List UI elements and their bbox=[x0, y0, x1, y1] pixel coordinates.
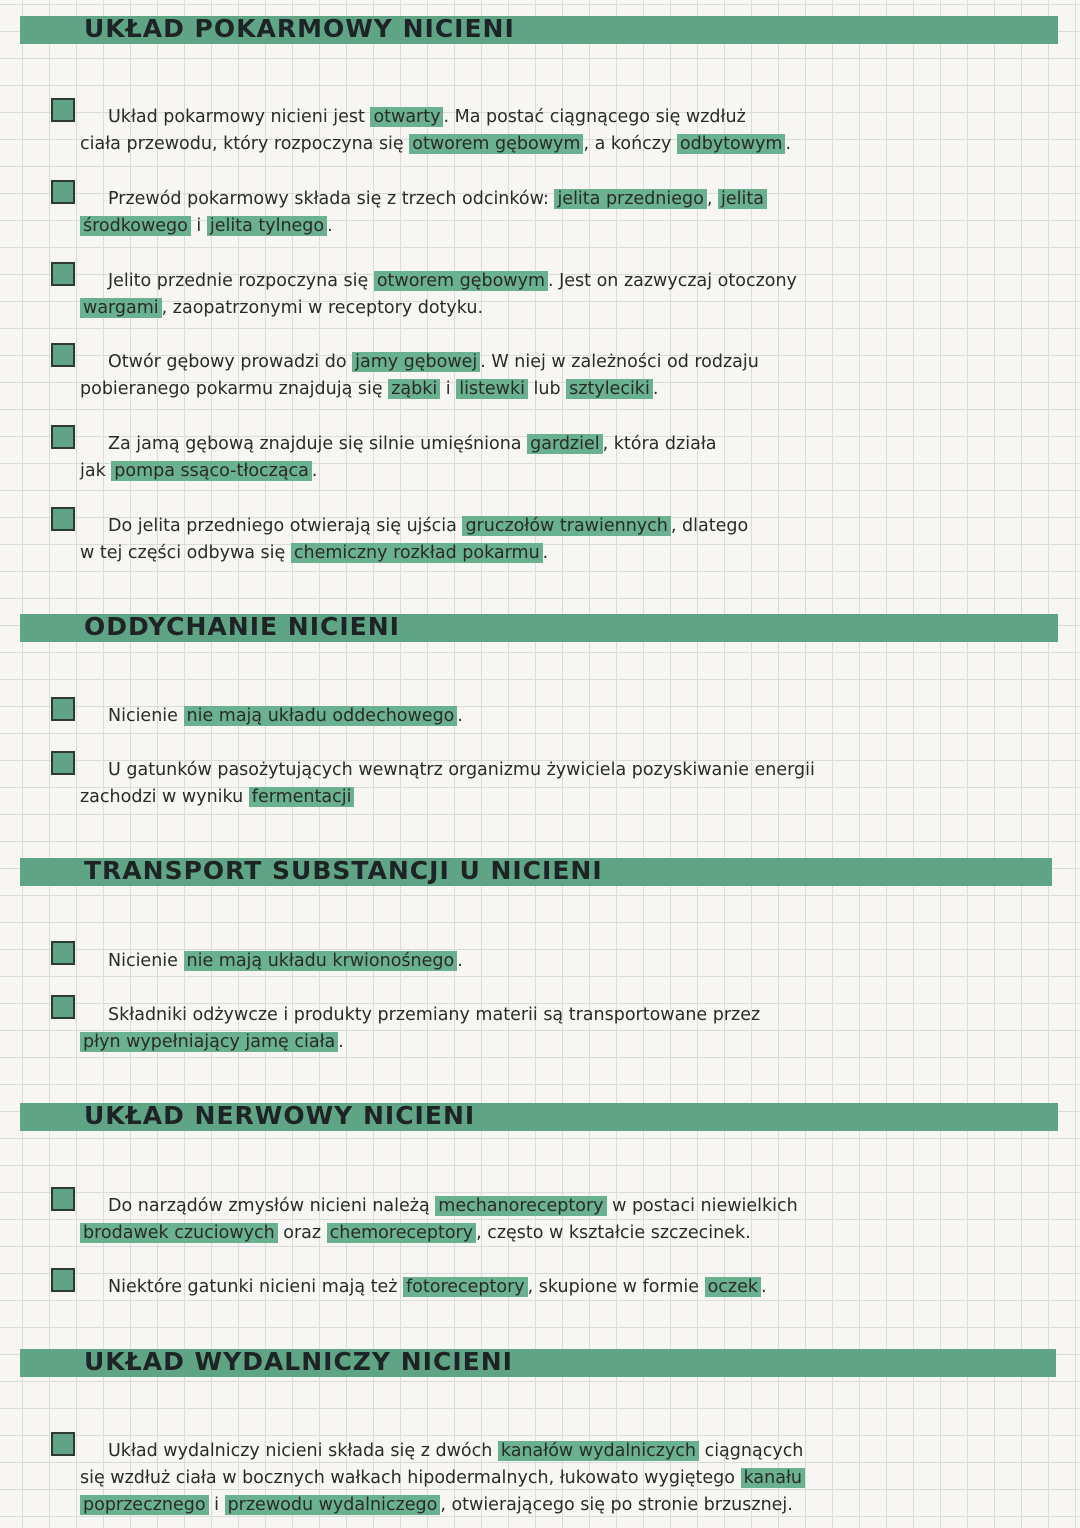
text: Przewód pokarmowy składa się z trzech odcinków: bbox=[108, 189, 555, 209]
highlighted-term: jelita przedniego bbox=[554, 189, 706, 209]
checkbox[interactable] bbox=[51, 751, 75, 775]
highlighted-term: chemiczny rozkład pokarmu bbox=[291, 543, 543, 563]
section-header-excretory bbox=[20, 1349, 1056, 1377]
text: zachodzi w wyniku bbox=[80, 787, 249, 807]
text: i bbox=[190, 216, 207, 236]
highlighted-term: gardziel bbox=[527, 434, 603, 454]
highlighted-term: jelita bbox=[718, 189, 767, 209]
paragraph-line bbox=[80, 784, 1000, 811]
checkbox[interactable] bbox=[51, 1432, 75, 1456]
paragraph-line bbox=[80, 1492, 1000, 1519]
text: Nicienie bbox=[108, 706, 184, 726]
text: w postaci niewielkich bbox=[606, 1196, 798, 1216]
paragraph bbox=[80, 1274, 1000, 1301]
highlighted-term: ząbki bbox=[388, 379, 440, 399]
text: . bbox=[760, 1277, 767, 1297]
text: i bbox=[208, 1495, 225, 1515]
paragraph-line bbox=[80, 1193, 1000, 1220]
section-title: ODDYCHANIE NICIENI bbox=[84, 612, 400, 641]
highlighted-term: gruczołów trawiennych bbox=[462, 516, 670, 536]
paragraph-line bbox=[80, 540, 1000, 567]
text: , bbox=[706, 189, 718, 209]
text: oraz bbox=[277, 1223, 327, 1243]
paragraph-line bbox=[80, 268, 1000, 295]
text: . Jest on zazwyczaj otoczony bbox=[548, 271, 797, 291]
highlighted-term: brodawek czuciowych bbox=[80, 1223, 278, 1243]
text: . bbox=[311, 461, 318, 481]
text: Składniki odżywcze i produkty przemiany materii są transportowane przez bbox=[108, 1005, 761, 1025]
paragraph-line bbox=[80, 104, 1000, 131]
highlighted-term: otwarty bbox=[370, 107, 443, 127]
paragraph bbox=[80, 513, 1000, 567]
text: Do jelita przedniego otwierają się ujścia bbox=[108, 516, 463, 536]
text: . bbox=[457, 951, 463, 971]
text: , zaopatrzonymi w receptory dotyku. bbox=[161, 298, 484, 318]
highlighted-term: sztyleciki bbox=[566, 379, 653, 399]
text: Układ pokarmowy nicieni jest bbox=[108, 107, 371, 127]
text: , która działa bbox=[602, 434, 717, 454]
section-header-digestive bbox=[20, 16, 1058, 44]
paragraph bbox=[80, 268, 1000, 322]
checkbox[interactable] bbox=[51, 697, 75, 721]
text: Niektóre gatunki nicieni mają też bbox=[108, 1277, 404, 1297]
checkbox[interactable] bbox=[51, 425, 75, 449]
paragraph-line bbox=[80, 376, 1000, 403]
section-title: UKŁAD NERWOWY NICIENI bbox=[84, 1101, 476, 1130]
section-title: TRANSPORT SUBSTANCJI U NICIENI bbox=[84, 856, 603, 885]
paragraph-line bbox=[80, 757, 1000, 784]
paragraph-line bbox=[80, 1438, 1000, 1465]
paragraph-line bbox=[80, 349, 1000, 376]
highlighted-term: wargami bbox=[80, 298, 162, 318]
highlighted-term: nie mają układu krwionośnego bbox=[184, 951, 458, 971]
paragraph-line bbox=[80, 948, 1000, 975]
section-title: UKŁAD POKARMOWY NICIENI bbox=[84, 14, 515, 43]
paragraph bbox=[80, 431, 1000, 485]
paragraph bbox=[80, 948, 1000, 975]
checkbox[interactable] bbox=[51, 995, 75, 1019]
text: Do narządów zmysłów nicieni należą bbox=[108, 1196, 436, 1216]
paragraph bbox=[80, 757, 1000, 811]
paragraph-line bbox=[80, 431, 1000, 458]
highlighted-term: otworem gębowym bbox=[374, 271, 548, 291]
highlighted-term: kanałów wydalniczych bbox=[498, 1441, 699, 1461]
text: i bbox=[440, 379, 457, 399]
text: Otwór gębowy prowadzi do bbox=[108, 352, 353, 372]
text: , skupione w formie bbox=[527, 1277, 705, 1297]
paragraph-line bbox=[80, 186, 1000, 213]
highlighted-term: kanału bbox=[741, 1468, 805, 1488]
checkbox[interactable] bbox=[51, 262, 75, 286]
paragraph-line bbox=[80, 458, 1000, 485]
highlighted-term: chemoreceptory bbox=[327, 1223, 476, 1243]
text: jak bbox=[80, 461, 112, 481]
highlighted-term: oczek bbox=[705, 1277, 761, 1297]
checkbox[interactable] bbox=[51, 507, 75, 531]
text: Jelito przednie rozpoczyna się bbox=[108, 271, 374, 291]
paragraph-line bbox=[80, 1002, 1000, 1029]
paragraph-line bbox=[80, 1465, 1000, 1492]
highlighted-term: fotoreceptory bbox=[403, 1277, 528, 1297]
text: , dlatego bbox=[670, 516, 749, 536]
paragraph bbox=[80, 1438, 1000, 1519]
text: , a kończy bbox=[583, 134, 677, 154]
paragraph bbox=[80, 1002, 1000, 1056]
text: . W niej w zależności od rodzaju bbox=[480, 352, 759, 372]
text: Za jamą gębową znajduje się silnie umięśniona bbox=[108, 434, 528, 454]
checkbox[interactable] bbox=[51, 343, 75, 367]
paragraph bbox=[80, 703, 1000, 730]
paragraph-line bbox=[80, 295, 1000, 322]
checkbox[interactable] bbox=[51, 1187, 75, 1211]
text: . bbox=[785, 134, 792, 154]
paragraph-line bbox=[80, 703, 1000, 730]
text: U gatunków pasożytujących wewnątrz organizmu żywiciela pozyskiwanie energii bbox=[108, 760, 815, 780]
checkbox[interactable] bbox=[51, 180, 75, 204]
highlighted-term: środkowego bbox=[80, 216, 191, 236]
paragraph-line bbox=[80, 1029, 1000, 1056]
paragraph bbox=[80, 104, 1000, 158]
highlighted-term: płyn wypełniający jamę ciała bbox=[80, 1032, 338, 1052]
text: lub bbox=[527, 379, 567, 399]
paragraph bbox=[80, 349, 1000, 403]
text: , otwierającego się po stronie brzusznej. bbox=[440, 1495, 793, 1515]
section-title: UKŁAD WYDALNICZY NICIENI bbox=[84, 1347, 513, 1376]
paragraph-line bbox=[80, 513, 1000, 540]
highlighted-term: poprzecznego bbox=[80, 1495, 209, 1515]
highlighted-term: pompa ssąco-tłocząca bbox=[111, 461, 312, 481]
section-header-nervous bbox=[20, 1103, 1058, 1131]
text: . bbox=[542, 543, 549, 563]
highlighted-term: jelita tylnego bbox=[207, 216, 327, 236]
paragraph-line bbox=[80, 1220, 1000, 1247]
section-header-respiration bbox=[20, 614, 1058, 642]
highlighted-term: nie mają układu oddechowego bbox=[184, 706, 458, 726]
paragraph-line bbox=[80, 1274, 1000, 1301]
text: , często w kształcie szczecinek. bbox=[476, 1223, 751, 1243]
text: . bbox=[457, 706, 463, 726]
text: . Ma postać ciągnącego się wzdłuż bbox=[443, 107, 746, 127]
paragraph bbox=[80, 1193, 1000, 1247]
checkbox[interactable] bbox=[51, 1268, 75, 1292]
text: . bbox=[652, 379, 659, 399]
highlighted-term: otworem gębowym bbox=[409, 134, 583, 154]
highlighted-term: listewki bbox=[456, 379, 528, 399]
text: . bbox=[327, 216, 333, 236]
highlighted-term: fermentacji bbox=[249, 787, 355, 807]
text: w tej części odbywa się bbox=[80, 543, 291, 563]
text: Układ wydalniczy nicieni składa się z dwóch bbox=[108, 1441, 498, 1461]
paragraph-line bbox=[80, 213, 1000, 240]
checkbox[interactable] bbox=[51, 98, 75, 122]
text: ciągnących bbox=[699, 1441, 804, 1461]
text: się wzdłuż ciała w bocznych wałkach hipodermalnych, łukowato wygiętego bbox=[80, 1468, 741, 1488]
text: pobieranego pokarmu znajdują się bbox=[80, 379, 389, 399]
text: . bbox=[338, 1032, 344, 1052]
highlighted-term: przewodu wydalniczego bbox=[225, 1495, 441, 1515]
highlighted-term: mechanoreceptory bbox=[435, 1196, 606, 1216]
highlighted-term: odbytowym bbox=[677, 134, 786, 154]
section-header-transport bbox=[20, 858, 1052, 886]
text: ciała przewodu, który rozpoczyna się bbox=[80, 134, 410, 154]
highlighted-term: jamy gębowej bbox=[352, 352, 480, 372]
paragraph bbox=[80, 186, 1000, 240]
checkbox[interactable] bbox=[51, 941, 75, 965]
text: Nicienie bbox=[108, 951, 184, 971]
paragraph-line bbox=[80, 131, 1000, 158]
